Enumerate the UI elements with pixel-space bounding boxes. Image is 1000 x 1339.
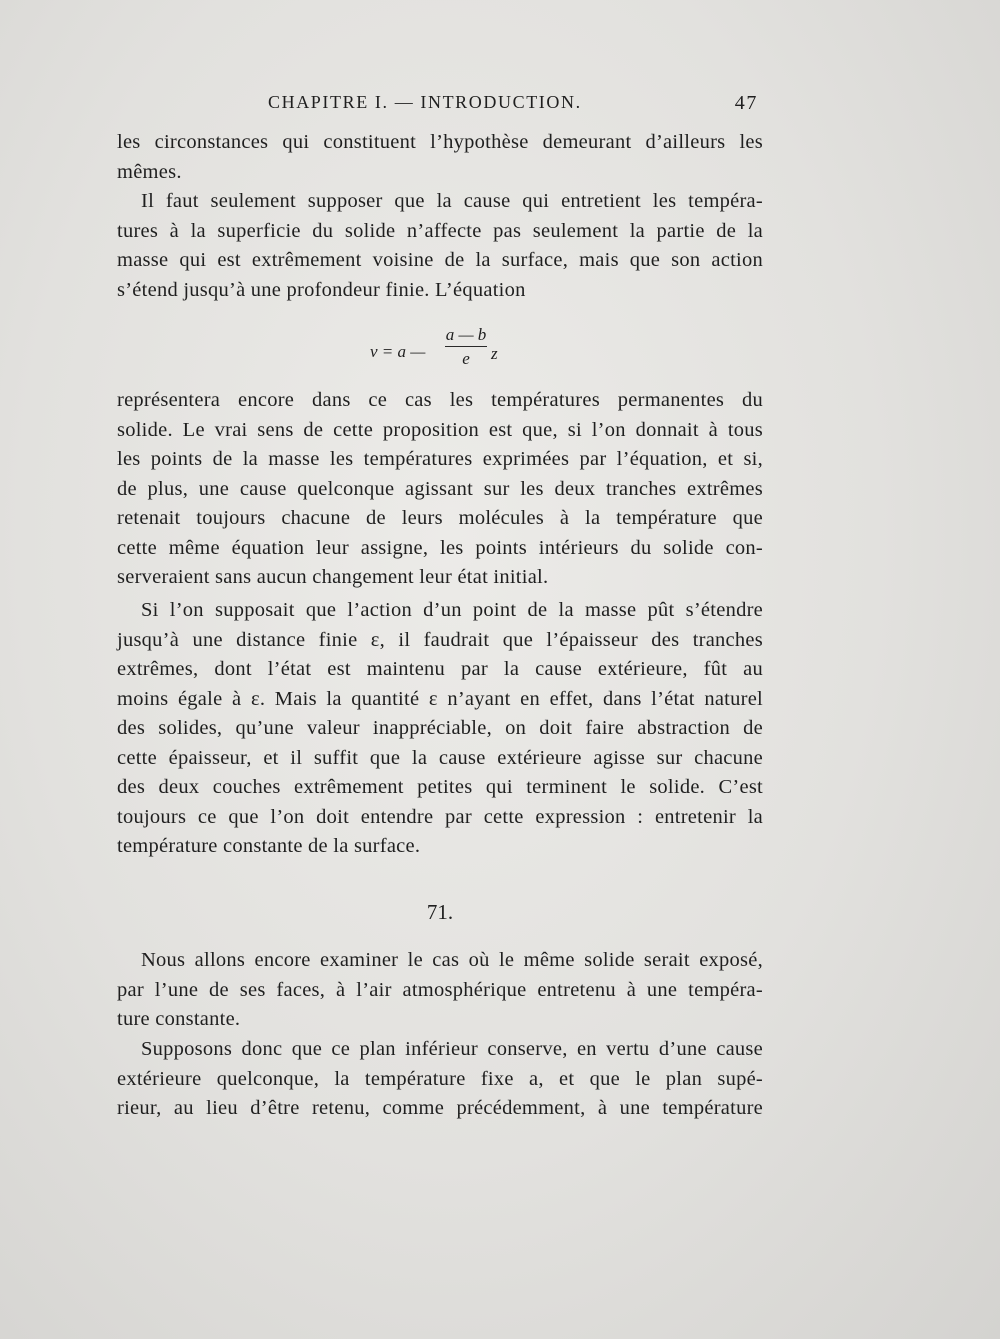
fraction-bar (445, 346, 487, 347)
text-line: Nous allons encore examiner le cas où le même solide serait exposé, (141, 949, 763, 971)
paragraph-continuation (117, 128, 763, 187)
equation (370, 325, 520, 385)
text-line: extrêmes, dont l’état est maintenu par la cause extérieure, fût au (117, 658, 763, 680)
text-line: toujours ce que l’on doit entendre par cette expression : entretenir la (117, 805, 763, 828)
text-line: extérieure quelconque, la température fixe a, et que le plan supé- (117, 1067, 763, 1090)
text-line: des solides, qu’une valeur inappréciable, on doit faire abstraction de (117, 717, 763, 739)
chapter-title: CHAPITRE I. — INTRODUCTION. (268, 92, 582, 112)
paragraph-finite-distance (117, 596, 763, 862)
text-line: cette épaisseur, et il suffit que la cause extérieure agisse sur chacune (117, 746, 763, 769)
text-line: masse qui est extrêmement voisine de la surface, mais que son action (117, 249, 763, 271)
text-line: jusqu’à une distance finie ε, il faudrait que l’épaisseur des tranches (117, 628, 763, 651)
text-line: température constante de la surface. (117, 835, 421, 857)
text-line: Si l’on supposait que l’action d’un point de la masse pût s’étendre (141, 599, 763, 621)
text-line: rieur, au lieu d’être retenu, comme précédemment, à une température (117, 1097, 763, 1119)
text-line: tures à la superficie du solide n’affecte pas seulement la partie de la (117, 219, 763, 242)
text-line: Il faut seulement supposer que la cause qui entretient les tempéra- (141, 190, 763, 212)
equation-fraction (445, 325, 487, 369)
text-line: les circonstances qui constituent l’hypothèse demeurant d’ailleurs les (117, 131, 763, 153)
text-line: cette même équation leur assigne, les points intérieurs du solide con- (117, 536, 763, 559)
text-line: mêmes. (117, 160, 182, 183)
equation-variable: z (491, 344, 498, 363)
text-line: ture constante. (117, 1008, 241, 1030)
text-line: s’étend jusqu’à une profondeur finie. L’équation (117, 278, 526, 301)
paragraph-hypothesis (117, 187, 763, 305)
text-line: de plus, une cause quelconque agissant sur les deux tranches extrêmes (117, 477, 763, 500)
text-line: les points de la masse les températures exprimées par l’équation, et si, (117, 448, 763, 470)
section-number: 71. (426, 900, 454, 924)
page-number: 47 (734, 92, 758, 114)
text-line: retenait toujours chacune de leurs molécules à la température que (117, 507, 763, 529)
equation-denominator: e (462, 349, 470, 368)
text-line: des deux couches extrêmement petites qui terminent le solide. C’est (117, 776, 763, 798)
text-line: serveraient sans aucun changement leur état initial. (117, 566, 549, 588)
text-line: moins égale à ε. Mais la quantité ε n’ayant en effet, dans l’état naturel (117, 687, 763, 710)
equation-lhs: v = a — (370, 342, 426, 361)
running-header (268, 92, 758, 116)
paragraph-lower-plane (117, 1035, 763, 1124)
text-line: par l’une de ses faces, à l’air atmosphérique entretenu à une tempéra- (117, 978, 763, 1001)
paragraph-atmosphere (117, 946, 763, 1035)
paragraph-meaning (117, 386, 763, 593)
text-line: Supposons donc que ce plan inférieur conserve, en vertu d’une cause (141, 1038, 763, 1060)
text-line: solide. Le vrai sens de cette proposition est que, si l’on donnait à tous (117, 418, 763, 441)
text-line: représentera encore dans ce cas les températures permanentes du (117, 389, 763, 411)
equation-numerator: a — b (445, 325, 487, 344)
